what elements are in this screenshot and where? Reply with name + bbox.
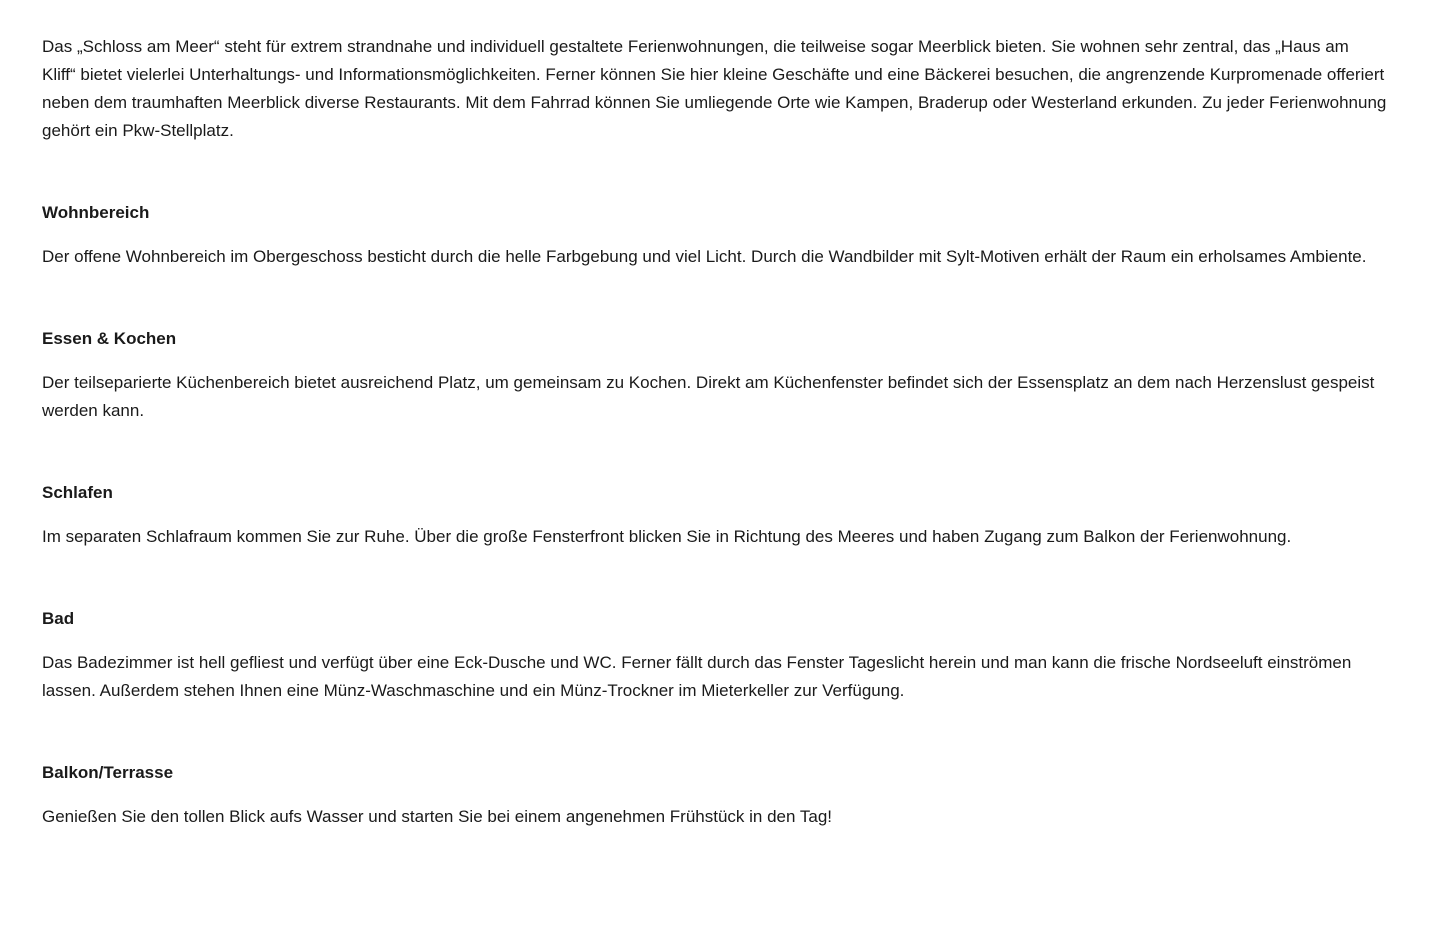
section-heading-bad: Bad	[42, 609, 75, 628]
section-heading-wohnbereich: Wohnbereich	[42, 203, 150, 222]
section-bad	[42, 605, 1387, 705]
section-schlafen	[42, 479, 1387, 551]
section-paragraph-wohnbereich: Der offene Wohnbereich im Obergeschoss besticht durch die helle Farbgebung und viel Licht. Durch die Wandbilder mit Sylt-Motiven erhält der Raum ein erholsames Ambiente.	[42, 247, 1367, 266]
section-essen-kochen	[42, 325, 1387, 425]
section-heading-schlafen: Schlafen	[42, 483, 113, 502]
section-paragraph-schlafen: Im separaten Schlafraum kommen Sie zur Ruhe. Über die große Fensterfront blicken Sie in Richtung des Meeres und haben Zugang zum Balkon der Ferienwohnung.	[42, 527, 1292, 546]
intro-paragraph: Das „Schloss am Meer“ steht für extrem strandnahe und individuell gestaltete Ferienwohnungen, die teilweise sogar Meerblick bieten. Sie wohnen sehr zentral, das „Haus am Kliff“ bietet vielerlei Unterhaltungs- und Informationsmöglichkeiten. Ferner können Sie hier kleine Geschäfte und eine Bäckerei besuchen, die angrenzende Kurpromenade offeriert neben dem traumhaften Meerblick diverse Restaurants. Mit dem Fahrrad können Sie umliegende Orte wie Kampen, Braderup oder Westerland erkunden. Zu jeder Ferienwohnung gehört ein Pkw-Stellplatz.	[42, 37, 1387, 140]
section-wohnbereich	[42, 199, 1387, 271]
section-heading-balkon-terrasse: Balkon/Terrasse	[42, 763, 174, 782]
section-paragraph-essen-kochen: Der teilseparierte Küchenbereich bietet ausreichend Platz, um gemeinsam zu Kochen. Direkt am Küchenfenster befindet sich der Essensplatz an dem nach Herzenslust gespeist werden kann.	[42, 373, 1375, 420]
section-paragraph-bad: Das Badezimmer ist hell gefliest und verfügt über eine Eck-Dusche und WC. Ferner fällt durch das Fenster Tageslicht herein und man kann die frische Nordseeluft einströmen lassen. Außerdem stehen Ihnen eine Münz-Waschmaschine und ein Münz-Trockner im Mieterkeller zur Verfügung.	[42, 653, 1352, 700]
section-paragraph-balkon-terrasse: Genießen Sie den tollen Blick aufs Wasser und starten Sie bei einem angenehmen Frühstück in den Tag!	[42, 807, 833, 826]
section-balkon-terrasse	[42, 759, 1387, 831]
section-heading-essen-kochen: Essen & Kochen	[42, 329, 177, 348]
